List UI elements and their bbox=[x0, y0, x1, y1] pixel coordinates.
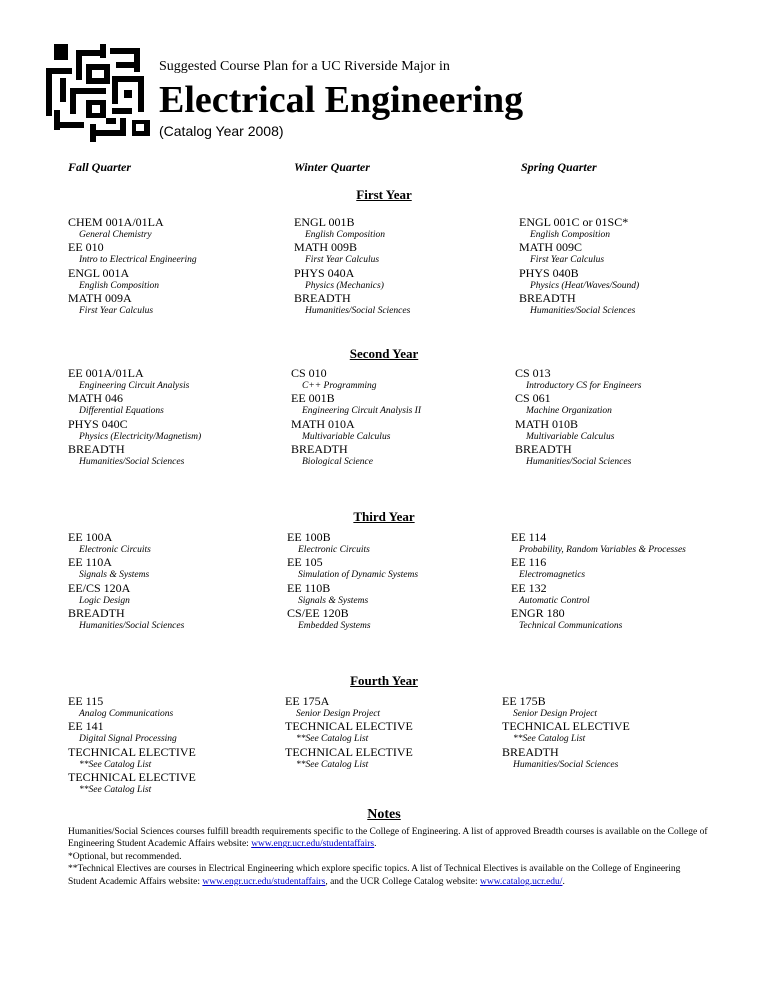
course-code: EE 010 bbox=[68, 240, 104, 255]
course-code: BREADTH bbox=[519, 290, 576, 305]
course-description: Electronic Circuits bbox=[298, 545, 370, 555]
course-description: Physics (Heat/Waves/Sound) bbox=[530, 280, 640, 291]
course-code: CS/EE 120B bbox=[287, 605, 349, 620]
course-description: Physics (Electricity/Magnetism) bbox=[79, 431, 202, 442]
course-code: BREADTH bbox=[515, 441, 572, 456]
course-code: EE 110A bbox=[68, 555, 112, 570]
course-code: TECHNICAL ELECTIVE bbox=[285, 719, 413, 734]
course-code: CS 013 bbox=[515, 366, 551, 380]
course-description: Humanities/Social Sciences bbox=[79, 456, 185, 467]
quarter-heading-winter: Winter Quarter bbox=[294, 160, 370, 174]
course-code: EE 100A bbox=[68, 530, 113, 544]
course-code: TECHNICAL ELECTIVE bbox=[285, 744, 413, 759]
course-code: MATH 010A bbox=[291, 416, 355, 431]
course-description: Senior Design Project bbox=[513, 709, 598, 719]
course-description: Humanities/Social Sciences bbox=[305, 305, 411, 316]
course-code: PHYS 040A bbox=[294, 265, 355, 280]
course-description: Embedded Systems bbox=[298, 620, 371, 631]
student-affairs-link[interactable]: www.engr.ucr.edu/studentaffairs bbox=[251, 839, 375, 850]
course-code: EE 105 bbox=[287, 555, 323, 570]
course-description: C++ Programming bbox=[302, 381, 377, 391]
notes-heading: Notes bbox=[367, 807, 401, 822]
course-description: Logic Design bbox=[79, 595, 130, 606]
course-code: PHYS 040C bbox=[68, 416, 128, 431]
note-technical-electives: **Technical Electives are courses in Electrical Engineering which explore specific topics. A list of Technical Electives is available on the College of Engineering Student Academic Affairs website: www.engr.ucr.edu/studentaffairs, and the UCR College Catalog website: www.catalog.ucr.edu/. bbox=[68, 864, 681, 887]
course-description: Humanities/Social Sciences bbox=[79, 620, 185, 631]
year-heading: Third Year bbox=[353, 509, 415, 524]
course-description: Electronic Circuits bbox=[79, 545, 151, 555]
course-code: CS 061 bbox=[515, 391, 551, 406]
course-code: MATH 046 bbox=[68, 391, 124, 406]
quarter-heading-fall: Fall Quarter bbox=[68, 160, 132, 174]
notes-section bbox=[68, 826, 708, 888]
page-subtitle: Suggested Course Plan for a UC Riverside Major in bbox=[159, 59, 450, 74]
course-code: EE 001B bbox=[291, 391, 335, 406]
course-code: EE 110B bbox=[287, 580, 331, 595]
course-description: Multivariable Calculus bbox=[526, 431, 615, 442]
course-description: Engineering Circuit Analysis II bbox=[302, 406, 422, 417]
course-code: MATH 009C bbox=[519, 240, 583, 255]
course-description: **See Catalog List bbox=[79, 759, 152, 770]
course-code: EE 141 bbox=[68, 719, 104, 734]
course-code: ENGL 001C or 01SC* bbox=[519, 215, 629, 229]
course-code: BREADTH bbox=[294, 290, 351, 305]
quarter-heading-spring: Spring Quarter bbox=[521, 160, 597, 174]
course-code: EE 115 bbox=[68, 694, 104, 708]
course-code: EE 001A/01LA bbox=[68, 366, 144, 380]
course-description: Intro to Electrical Engineering bbox=[79, 255, 197, 266]
course-description: Humanities/Social Sciences bbox=[530, 305, 636, 316]
course-description: Senior Design Project bbox=[296, 709, 381, 719]
catalog-link[interactable]: www.catalog.ucr.edu/ bbox=[479, 876, 563, 887]
catalog-year: (Catalog Year 2008) bbox=[159, 123, 284, 139]
course-description: General Chemistry bbox=[79, 230, 152, 240]
course-code: BREADTH bbox=[502, 744, 559, 759]
course-description: English Composition bbox=[305, 230, 385, 240]
course-description: Biological Science bbox=[302, 456, 373, 467]
course-description: First Year Calculus bbox=[305, 255, 380, 266]
course-description: Physics (Mechanics) bbox=[305, 280, 384, 291]
course-code: BREADTH bbox=[291, 441, 348, 456]
course-description: **See Catalog List bbox=[296, 759, 369, 770]
course-description: Analog Communications bbox=[79, 709, 174, 719]
course-code: ENGL 001B bbox=[294, 215, 355, 229]
course-description: English Composition bbox=[530, 230, 610, 240]
course-code: EE 114 bbox=[511, 530, 547, 544]
course-description: Introductory CS for Engineers bbox=[526, 381, 642, 391]
course-description: Signals & Systems bbox=[298, 595, 369, 606]
course-code: TECHNICAL ELECTIVE bbox=[502, 719, 630, 734]
course-description: Machine Organization bbox=[526, 406, 612, 417]
course-description: Electromagnetics bbox=[519, 570, 586, 581]
course-code: MATH 010B bbox=[515, 416, 579, 431]
course-code: BREADTH bbox=[68, 441, 125, 456]
course-code: CS 010 bbox=[291, 366, 327, 380]
note-breadth: Humanities/Social Sciences courses fulfill breadth requirements specific to the College of Engineering. A list of approved Breadth courses is available on the College of Engineering Student Academic Affairs website: www.engr.ucr.edu/studentaffairs. bbox=[68, 827, 708, 850]
year-heading: Second Year bbox=[349, 346, 419, 361]
course-code: EE 175B bbox=[502, 694, 546, 708]
note-optional: *Optional, but recommended. bbox=[68, 851, 182, 862]
course-description: Differential Equations bbox=[79, 406, 164, 417]
course-description: First Year Calculus bbox=[530, 255, 605, 266]
course-code: PHYS 040B bbox=[519, 265, 579, 280]
course-description: **See Catalog List bbox=[296, 734, 369, 745]
year-heading: First Year bbox=[356, 187, 412, 202]
course-code: EE 116 bbox=[511, 555, 547, 570]
course-description: Digital Signal Processing bbox=[79, 734, 177, 745]
page-title: Electrical Engineering bbox=[159, 79, 524, 121]
course-code: BREADTH bbox=[68, 605, 125, 620]
circuit-logo bbox=[46, 44, 150, 142]
course-code: MATH 009B bbox=[294, 240, 358, 255]
course-code: TECHNICAL ELECTIVE bbox=[68, 744, 196, 759]
course-code: MATH 009A bbox=[68, 290, 132, 305]
course-description: Simulation of Dynamic Systems bbox=[298, 570, 419, 581]
course-description: Signals & Systems bbox=[79, 570, 150, 581]
course-code: CHEM 001A/01LA bbox=[68, 215, 164, 229]
course-description: Automatic Control bbox=[519, 595, 590, 606]
course-code: ENGR 180 bbox=[511, 605, 565, 620]
course-description: Humanities/Social Sciences bbox=[526, 456, 632, 467]
course-description: Engineering Circuit Analysis bbox=[79, 381, 190, 391]
course-description: Probability, Random Variables & Processes bbox=[519, 545, 686, 555]
course-description: **See Catalog List bbox=[513, 734, 586, 745]
student-affairs-link-2[interactable]: www.engr.ucr.edu/studentaffairs bbox=[202, 876, 326, 887]
course-description: Humanities/Social Sciences bbox=[513, 759, 619, 770]
course-description: First Year Calculus bbox=[79, 305, 154, 316]
course-code: EE 100B bbox=[287, 530, 331, 544]
course-description: Technical Communications bbox=[519, 620, 623, 631]
course-description: English Composition bbox=[79, 280, 159, 291]
course-code: TECHNICAL ELECTIVE bbox=[68, 769, 196, 784]
course-code: EE/CS 120A bbox=[68, 580, 131, 595]
course-code: ENGL 001A bbox=[68, 265, 130, 280]
year-heading: Fourth Year bbox=[350, 673, 418, 688]
course-description: Multivariable Calculus bbox=[302, 431, 391, 442]
course-code: EE 175A bbox=[285, 694, 330, 708]
course-code: EE 132 bbox=[511, 580, 547, 595]
course-description: **See Catalog List bbox=[79, 784, 152, 795]
